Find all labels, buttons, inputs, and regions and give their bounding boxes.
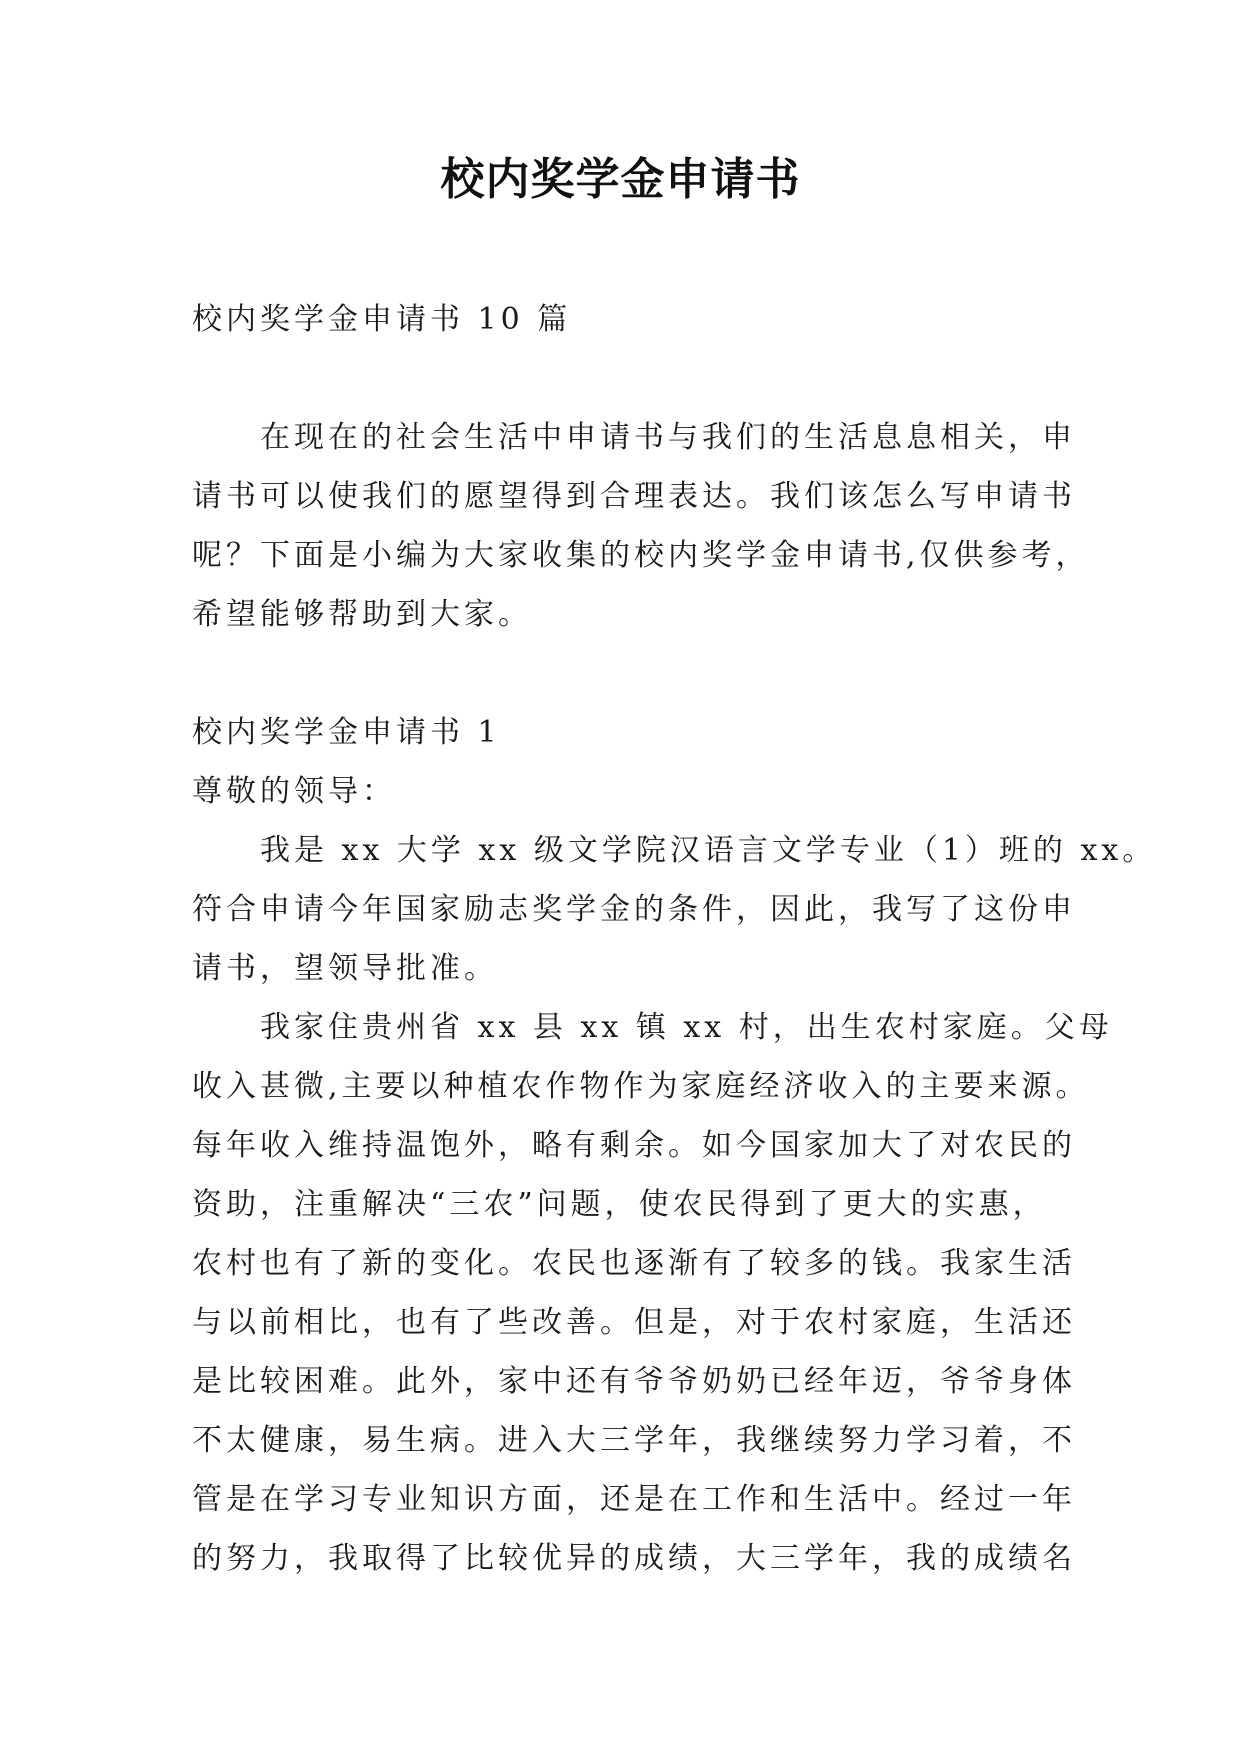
document-subtitle: 校内奖学金申请书 10 篇	[192, 302, 572, 337]
text-line: 与以前相比，也有了些改善。但是，对于农村家庭，生活还	[192, 1305, 1076, 1340]
section-heading: 校内奖学金申请书 1	[192, 715, 501, 750]
spacer	[192, 349, 1062, 408]
text-line: 希望能够帮助到大家。	[192, 597, 532, 632]
text-line: 管是在学习专业知识方面，还是在工作和生活中。经过一年	[192, 1482, 1076, 1517]
paragraph-2	[192, 998, 1113, 1588]
text-line: 农村也有了新的变化。农民也逐渐有了较多的钱。我家生活	[192, 1246, 1076, 1281]
document-title: 校内奖学金申请书	[440, 154, 801, 205]
text-line: 请书，望领导批准。	[192, 951, 498, 986]
text-line: 符合申请今年国家励志奖学金的条件，因此，我写了这份申	[192, 892, 1076, 927]
text-line: 资助，注重解决“三农”问题，使农民得到了更大的实惠，	[192, 1187, 1047, 1222]
text-line: 在现在的社会生活中申请书与我们的生活息息相关，申	[260, 420, 1076, 455]
text-line: 是比较困难。此外，家中还有爷爷奶奶已经年迈，爷爷身体	[192, 1364, 1076, 1399]
text-line: 不太健康，易生病。进入大三学年，我继续努力学习着，不	[192, 1423, 1076, 1458]
salutation: 尊敬的领导：	[192, 774, 396, 809]
intro-paragraph	[192, 408, 1090, 644]
document-body	[192, 290, 1157, 1588]
text-line: 呢？下面是小编为大家收集的校内奖学金申请书,仅供参考，	[192, 538, 1090, 573]
text-line: 我是 xx 大学 xx 级文学院汉语言文学专业（1）班的 xx。	[260, 833, 1157, 868]
text-line: 收入甚微,主要以种植农作物作为家庭经济收入的主要来源。	[192, 1069, 1090, 1104]
text-line: 我家住贵州省 xx 县 xx 镇 xx 村，出生农村家庭。父母	[260, 1010, 1113, 1045]
text-line: 请书可以使我们的愿望得到合理表达。我们该怎么写申请书	[192, 479, 1076, 514]
text-line: 每年收入维持温饱外，略有剩余。如今国家加大了对农民的	[192, 1128, 1076, 1163]
spacer	[192, 644, 1062, 703]
text-line: 的努力，我取得了比较优异的成绩，大三学年，我的成绩名	[192, 1541, 1076, 1576]
paragraph-1	[192, 821, 1157, 998]
